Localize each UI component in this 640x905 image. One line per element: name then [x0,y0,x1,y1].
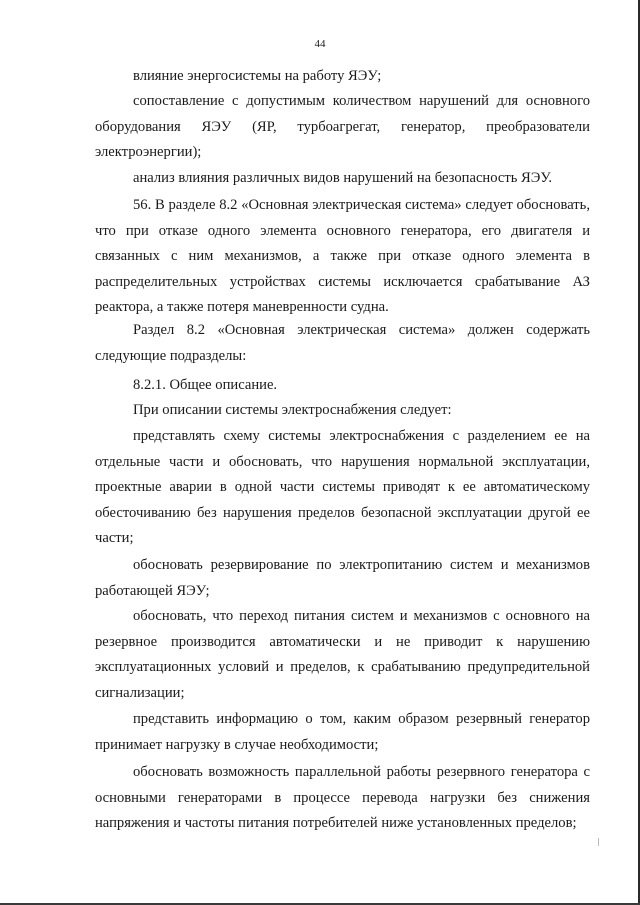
paragraph-6: 8.2.1. Общее описание. [133,377,278,393]
paragraph-7: При описании системы электроснабжения следует: [133,402,452,418]
page-number: 44 [314,38,326,50]
paragraph-4: 56. В разделе 8.2 «Основная электрическая система» следует обосновать, что при отказе одного элемента основного генератора, его двигателя и связанных с ним механизмов, а также при отказе одного элемента в распределительных устройствах системы исключается срабатывание АЗ реактора, а также потеря маневренности судна. [95,197,590,316]
paragraph-11: представить информацию о том, каким образом резервный генератор принимает нагрузку в случае необходимости; [95,711,590,753]
paragraph-5: Раздел 8.2 «Основная электрическая система» должен содержать следующие подразделы: [95,322,590,364]
paragraph-1: влияние энергосистемы на работу ЯЭУ; [133,68,382,84]
paragraph-3: анализ влияния различных видов нарушений на безопасность ЯЭУ. [133,170,553,186]
paragraph-2: сопоставление с допустимым количеством нарушений для основного оборудования ЯЭУ (ЯР, турбоагрегат, генератор, преобразователи электроэнергии); [95,93,590,161]
paragraph-9: обосновать резервирование по электропитанию систем и механизмов работающей ЯЭУ; [95,557,590,599]
scan-speck [598,838,599,846]
paragraph-8: представлять схему системы электроснабжения с разделением ее на отдельные части и обосновать, что нарушения нормальной эксплуатации, проектные аварии в одной части системы приводят к ее автоматическому обесточиванию без нарушения пределов безопасной эксплуатации другой ее части; [95,428,590,547]
paragraph-12: обосновать возможность параллельной работы резервного генератора с основными генераторами в процессе перевода нагрузки без снижения напряжения и частоты питания потребителей ниже установленных пределов; [95,764,590,832]
paragraph-10: обосновать, что переход питания систем и механизмов с основного на резервное производится автоматически и не приводит к нарушению эксплуатационных условий и пределов, к срабатыванию предупредительной сигнализации; [95,608,590,701]
